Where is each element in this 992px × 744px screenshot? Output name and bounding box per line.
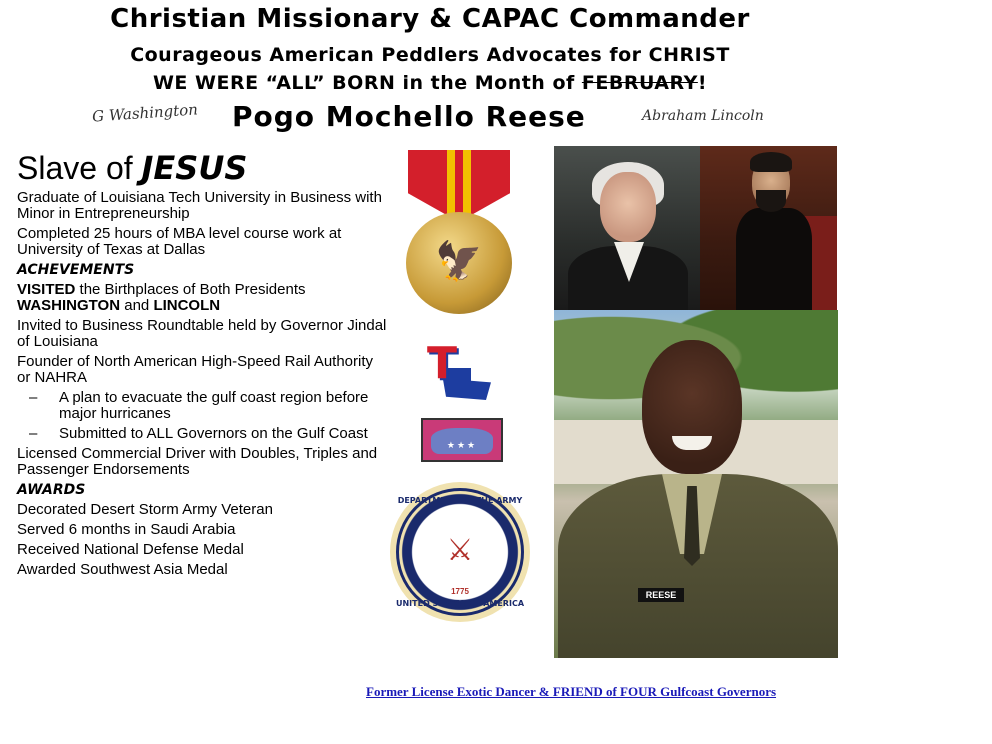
award-defense-medal: Received National Defense Medal (17, 541, 244, 558)
uniform-nametag: REESE (638, 588, 684, 602)
bio-sub-evacuate: – A plan to evacuate the gulf coast region before major hurricanes (17, 390, 387, 422)
bio-heading-emphasis: JESUS (141, 149, 248, 187)
portrait-face (600, 172, 656, 242)
army-seal-image (390, 482, 530, 622)
born-line (0, 72, 860, 94)
washington-signature: G Washington (91, 100, 199, 126)
eagle-icon: 🦅 (435, 241, 483, 283)
armor-icon: ⚔ (446, 534, 474, 567)
visited-mid: the Birthplaces of Both Presidents (75, 281, 306, 298)
born-line-prefix: WE WERE “ALL” BORN in the Month of (152, 72, 582, 94)
national-defense-medal-image (404, 150, 514, 315)
bio-column (17, 150, 387, 582)
portrait-body (736, 208, 812, 310)
lincoln-portrait (700, 146, 837, 310)
photo-head (642, 340, 742, 474)
portrait-hair (750, 152, 792, 172)
seal-top-text: DEPARTMENT OF THE ARMY (397, 496, 523, 505)
bio-nahra: Founder of North American High-Speed Rail Authority or NAHRA (17, 353, 374, 386)
lincoln-signature: Abraham Lincoln (642, 108, 764, 124)
page-subtitle: Courageous American Peddlers Advocates for CHRIST (130, 44, 730, 66)
page-title: Christian Missionary & CAPAC Commander (110, 4, 750, 34)
bio-roundtable: Invited to Business Roundtable held by Governor Jindal of Louisiana (17, 317, 387, 350)
washington-portrait (554, 146, 700, 310)
achievements-heading: ACHEVEMENTS (17, 262, 135, 278)
bio-heading-prefix: Slave of (17, 150, 142, 186)
lincoln-word: LINCOLN (153, 297, 221, 314)
bio-visited (17, 282, 387, 314)
bio-heading (17, 150, 387, 186)
reese-uniform-photo (554, 310, 838, 658)
medal-disc (406, 212, 512, 314)
award-saudi: Served 6 months in Saudi Arabia (17, 521, 236, 538)
and-word: and (120, 297, 154, 314)
bio-driver: Licensed Commercial Driver with Doubles, Triples and Passenger Endorsements (17, 445, 378, 478)
louisiana-tech-logo (427, 338, 493, 402)
footer-link[interactable]: Former License Exotic Dancer & FRIEND of FOUR Gulfcoast Governors (366, 684, 777, 699)
portrait-beard (756, 190, 786, 212)
bio-mba: Completed 25 hours of MBA level course work at University of Texas at Dallas (17, 225, 342, 258)
bio-education: Graduate of Louisiana Tech University in Business with Minor in Entrepreneurship (17, 189, 382, 222)
visited-word: VISITED (17, 281, 76, 298)
person-name: Pogo Mochello Reese (232, 100, 586, 133)
seal-year: 1775 (451, 587, 469, 596)
awards-heading: AWARDS (17, 482, 86, 498)
letter-t-icon: T (427, 338, 458, 389)
republican-elephant-logo (421, 418, 503, 462)
born-line-suffix: ! (697, 72, 708, 94)
stars-icon: ★★★ (446, 440, 478, 450)
washington-word: WASHINGTON (17, 297, 121, 314)
born-line-month: FEBRUARY (581, 72, 698, 94)
award-swa-medal: Awarded Southwest Asia Medal (17, 561, 228, 578)
bio-sub-governors: – Submitted to ALL Governors on the Gulf Coast (17, 426, 387, 442)
elephant-icon (431, 428, 493, 454)
seal-bottom-text: UNITED STATES OF AMERICA (395, 599, 525, 608)
award-veteran: Decorated Desert Storm Army Veteran (17, 501, 273, 518)
